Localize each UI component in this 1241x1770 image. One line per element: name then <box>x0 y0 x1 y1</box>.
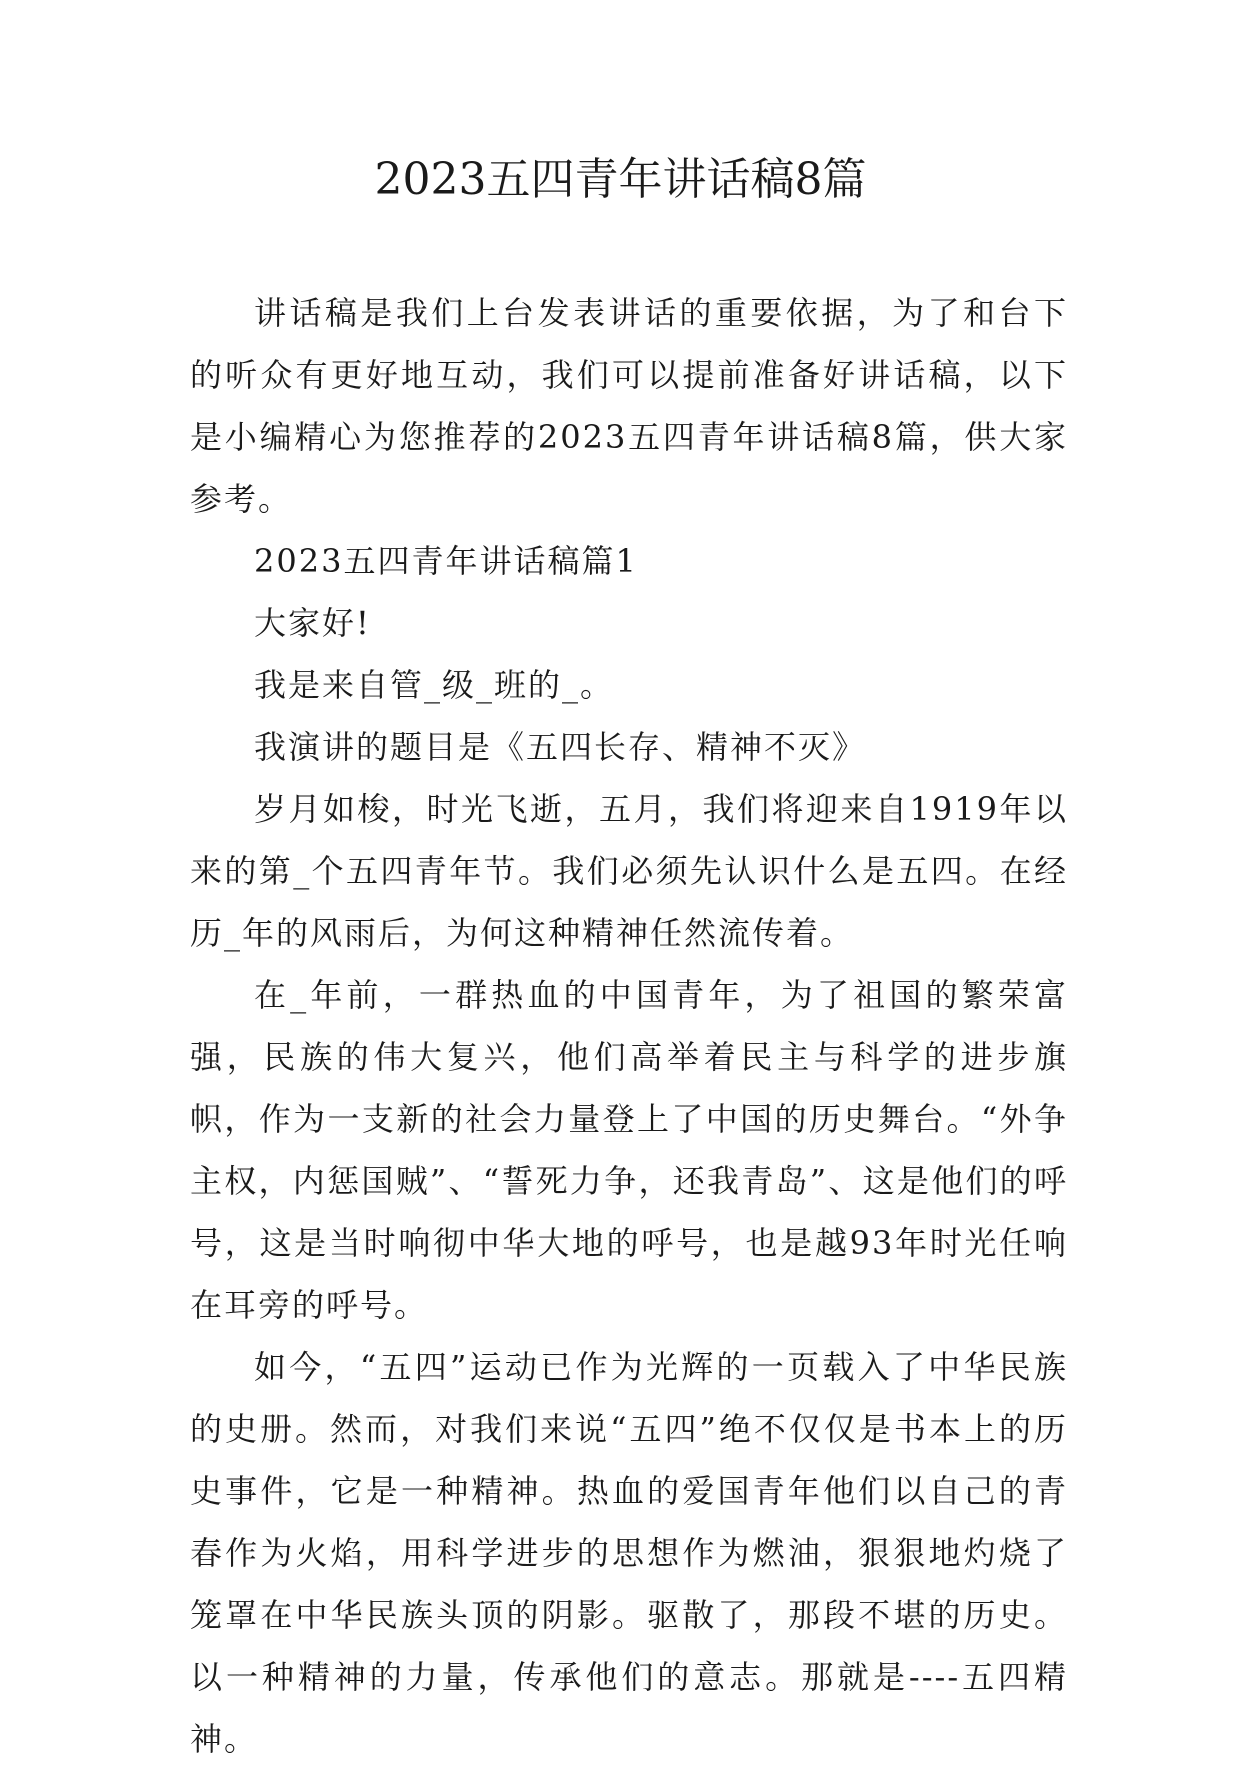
paragraph-self-intro: 我是来自管_级_班的_。 <box>254 666 615 704</box>
paragraph-body: 如今，“五四”运动已作为光辉的一页载入了中华民族的史册。然而，对我们来说“五四”绝不仅仅是书本上的历史事件，它是一种精神。热血的爱国青年他们以自己的青春作为火焰，用科学进步的思想作为燃油，狠狠地灼烧了笼罩在中华民族头顶的阴影。驱散了，那段不堪的历史。以一种精神的力量，传承他们的意志。那就是----五四精神。 <box>190 1348 1068 1758</box>
paragraph-intro: 讲话稿是我们上台发表讲话的重要依据，为了和台下的听众有更好地互动，我们可以提前准备好讲话稿，以下是小编精心为您推荐的2023五四青年讲话稿8篇，供大家参考。 <box>190 294 1068 518</box>
paragraph-greeting: 大家好! <box>254 604 371 642</box>
paragraph-body: 岁月如梭，时光飞逝，五月，我们将迎来自1919年以来的第_个五四青年节。我们必须先认识什么是五四。在经历_年的风雨后，为何这种精神任然流传着。 <box>190 790 1068 952</box>
document-title: 2023五四青年讲话稿8篇 <box>374 154 867 205</box>
paragraph-topic: 我演讲的题目是《五四长存、精神不灭》 <box>254 728 867 766</box>
document-body <box>190 282 1068 1770</box>
section-heading: 2023五四青年讲话稿篇1 <box>254 542 638 580</box>
paragraph-body: 在_年前，一群热血的中国青年，为了祖国的繁荣富强，民族的伟大复兴，他们高举着民主与科学的进步旗帜，作为一支新的社会力量登上了中国的历史舞台。“外争主权，内惩国贼”、“誓死力争，还我青岛”、这是他们的呼号，这是当时响彻中华大地的呼号，也是越93年时光任响在耳旁的呼号。 <box>190 976 1068 1324</box>
